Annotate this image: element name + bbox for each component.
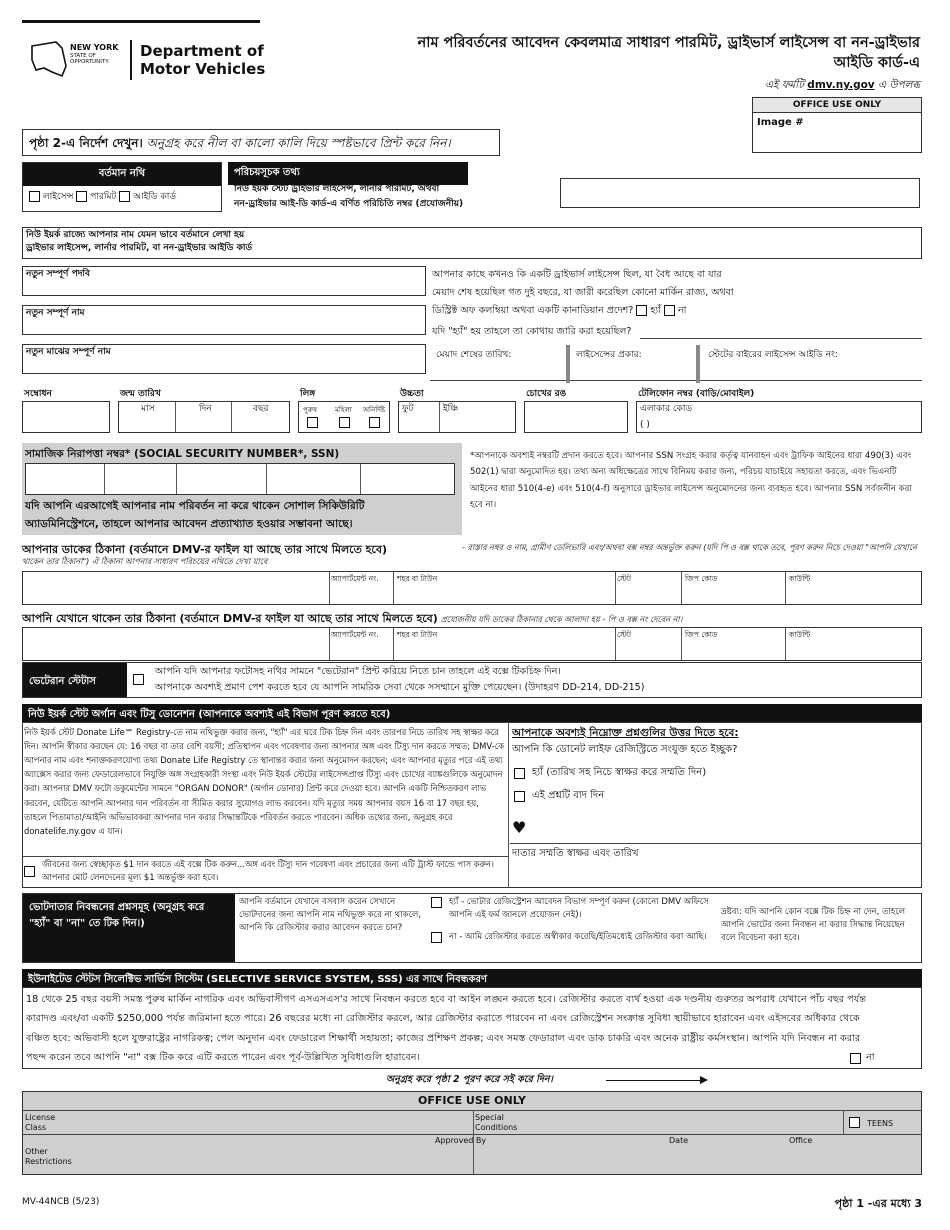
sex-male-checkbox[interactable] bbox=[307, 417, 318, 428]
instruction-italic: অনুগ্রহ করে নীল বা কালো কালি দিয়ে স্পষ্টভাবে প্রিন্ট করে নিন। bbox=[146, 136, 451, 150]
voter-question: আপনি বর্তমানে যেখানে বসবাস করেন সেখানে ভোটদানের জন্য আপনি নাম নথিভুক্ত করে না থাকলে, আপনি কি রেজিস্টার করার আবেদন করতে চান? bbox=[239, 897, 422, 934]
license-question-line4: যদি "হ্যাঁ" হয় তাহলে তা কোথায় জারি করা হয়েছিল? bbox=[432, 326, 632, 337]
page-number: পৃষ্ঠা 1 -এর মধ্যে 3 bbox=[834, 1197, 922, 1210]
ssn-input[interactable] bbox=[25, 463, 455, 495]
license-type-label: লাইসেন্সের প্রকার: bbox=[576, 350, 642, 360]
eye-color-input[interactable] bbox=[524, 401, 628, 433]
ssn-note: *আপনাকে অবশ্যই নম্বরটি প্রদান করতে হবে। আপনার SSN সংগ্রহ করার কর্তৃত্ব যানবাহন এবং ট্রাফিক আইনের ধারা 490(3) এবং 502(1) দ্বারা অনুমোদিত হয়। তথ্য অন্য অধিক্ষেত্রের সাথে বিনিময় করার জন্য, পরিচয় যাচাইয়ে সহায়তা করতে, এবং ভিএনটি আইনের ধারা 510(4-e) এবং 510(4-f) অনুসারে ড্রাইভার লাইসেন্স অনুমোদনের জন্য ব্যবহৃত হবে। আপনার SSN সর্বজনীন করা হবে না। bbox=[470, 451, 912, 510]
dmv-link[interactable]: dmv.ny.gov bbox=[807, 79, 875, 91]
license-question-line2: মেয়াদ শেষ হয়েছিল গত দুই বছরে, যা জারী করেছিল কোনো মার্কিন রাজ্য, অথবা bbox=[432, 287, 734, 298]
other-restrictions-label: Other Restrictions bbox=[25, 1147, 72, 1166]
logo-divider bbox=[130, 40, 132, 80]
license-yes-label: হ্যাঁ bbox=[650, 305, 661, 316]
mail-zip-label: জিপ কোড bbox=[685, 574, 718, 583]
donor-must-answer: আপনাকে অবশ্যই নিম্নোক্ত প্রশ্নগুলির উত্তর দিতে হবে: bbox=[512, 727, 739, 739]
office-use-top bbox=[752, 97, 922, 153]
id-card-option-label: আইডি কার্ড bbox=[133, 192, 176, 202]
donor-yes-checkbox[interactable] bbox=[514, 768, 525, 779]
sss-title: ইউনাইটেড স্টেটস সিলেক্টিভ সার্ভিস সিস্টেম (SELECTIVE SERVICE SYSTEM, SSS) এর সাথে নিবন্ধকরণ bbox=[22, 969, 922, 987]
form-availability bbox=[600, 78, 920, 95]
suffix-label: সম্বোধন bbox=[24, 389, 52, 399]
license-divider-2 bbox=[696, 345, 700, 383]
new-last-name-label: নতুন সম্পূর্ণ পদবি bbox=[26, 269, 90, 279]
voter-no-label: না - আমি রেজিস্টার করতে অস্বীকার করেছি/ইতিমধ্যেই রেজিস্টার করা আছি। bbox=[449, 932, 707, 942]
availability-suffix: এ উপলব্ধ bbox=[878, 79, 920, 91]
current-name-line2: ড্রাইভার লাইসেন্স, লার্নার পারমিট, বা নন-ড্রাইভার আইডি কার্ড bbox=[26, 243, 253, 254]
sex-male-label: পুরুষ bbox=[303, 406, 317, 414]
veteran-section bbox=[22, 662, 922, 698]
availability-prefix: এই ফর্মটি bbox=[764, 79, 804, 91]
new-last-name-input[interactable] bbox=[22, 266, 426, 296]
office-use-top-title: OFFICE USE ONLY bbox=[753, 98, 921, 113]
new-middle-name-label: নতুন মাঝের সম্পূর্ণ নাম bbox=[26, 347, 111, 357]
new-full-name-input[interactable] bbox=[22, 305, 426, 335]
voter-no-checkbox[interactable] bbox=[431, 932, 442, 943]
instruction-box bbox=[22, 129, 500, 156]
ssn-warning-1: যদি আপনি এরআগেই আপনার নাম পরিবর্তন না করে থাকেন সোশাল সিকিউরিটি bbox=[25, 500, 365, 512]
license-divider-1 bbox=[566, 345, 570, 383]
voter-note: দ্রষ্টব্য: যদি আপনি কোন বক্সে টিক চিহ্ন না দেন, তাহলে আপনি ভোটের জন্য নিবন্ধন না করার সিদ্ধান্ত নিয়েছেন বলে বিবেচনা করা হবে। bbox=[721, 907, 906, 944]
donor-fund-divider bbox=[22, 856, 508, 857]
office-use-bottom bbox=[22, 1091, 922, 1175]
res-county-label: কাউন্টি bbox=[789, 630, 811, 639]
permit-checkbox[interactable] bbox=[76, 191, 87, 202]
dob-day-label: দিন bbox=[199, 404, 212, 414]
instruction-bold: পৃষ্ঠা 2-এ নির্দেশ দেখুন। bbox=[29, 136, 143, 150]
license-question-line3 bbox=[432, 305, 686, 317]
form-number: MV-44NCB (5/23) bbox=[22, 1197, 100, 1207]
organ-donor-title: নিউ ইয়র্ক স্টেট অর্গান এবং টিসু ডোনেশন (আপনাকে অবশ্যই এই বিভাগ পূরণ করতে হবে) bbox=[22, 704, 922, 722]
sss-no-label: না bbox=[866, 1052, 875, 1063]
heart-icon: ♥ bbox=[512, 818, 527, 837]
continue-arrow bbox=[606, 1080, 702, 1081]
res-city-label: শহর বা টাউন bbox=[397, 630, 438, 639]
area-code-label: এলাকার কোড bbox=[640, 404, 693, 414]
donor-signature-line bbox=[510, 843, 922, 844]
continue-note: অনুগ্রহ করে পৃষ্ঠা 2 পূরণ করে সই করে দিন। bbox=[386, 1074, 553, 1085]
res-state-label: স্টেট bbox=[617, 630, 631, 639]
date-label: Date bbox=[669, 1136, 689, 1145]
image-number-label: Image # bbox=[757, 117, 804, 128]
sss-no-checkbox[interactable] bbox=[850, 1053, 861, 1064]
logo-text-2: STATE OF bbox=[70, 53, 96, 59]
office-label: Office bbox=[789, 1136, 813, 1145]
phone-label: টেলিফোন নম্বর (বাড়ি/মোবাইল) bbox=[638, 389, 755, 399]
veteran-line2: আপনাকে অবশ্যই প্রমাণ পেশ করতে হবে যে আপনি সামরিক সেবা থেকে সসম্মানে মুক্তি পেয়েছেন। (উদাহরণ DD-214, DD-215) bbox=[155, 682, 645, 693]
continue-arrowhead bbox=[700, 1076, 708, 1084]
permit-option-label: পারমিট bbox=[90, 192, 117, 202]
client-id-input[interactable] bbox=[560, 178, 920, 208]
identification-title: পরিচয়সূচক তথ্য bbox=[228, 162, 468, 185]
eye-color-label: চোখের রঙ bbox=[526, 389, 567, 399]
current-name-input[interactable] bbox=[22, 227, 922, 259]
current-document-title: বর্তমান নথি bbox=[23, 163, 221, 186]
life-fund-checkbox[interactable] bbox=[24, 866, 35, 877]
mailing-address-title: আপনার ডাকের ঠিকানা (বর্তমানে DMV-র ফাইল যা আছে তার সাথে মিলতে হবে) bbox=[22, 543, 388, 556]
residence-address-note: প্রযোজনীয় যদি ডাকের ঠিকানার থেকে আলাদা হয় - পি ও বক্স নং দেবেন না। bbox=[440, 615, 683, 624]
residence-address-title: আপনি যেখানে থাকেন তার ঠিকানা (বর্তমানে DMV-র ফাইল যা আছে তার সাথে মিলতে হবে) bbox=[22, 612, 438, 625]
mail-city-label: শহর বা টাউন bbox=[397, 574, 438, 583]
residence-address-input[interactable] bbox=[22, 627, 922, 661]
height-label: উচ্চতা bbox=[400, 389, 424, 399]
license-no-label: না bbox=[678, 305, 687, 316]
current-name-line1: নিউ ইয়র্ক রাজ্যে আপনার নাম যেমন ভাবে বর্তমানে লেখা হয় bbox=[26, 230, 245, 240]
id-card-checkbox[interactable] bbox=[119, 191, 130, 202]
voter-yes-checkbox[interactable] bbox=[431, 897, 442, 908]
sex-label: লিঙ্গ bbox=[300, 389, 316, 399]
current-document-box bbox=[22, 162, 222, 212]
height-input[interactable] bbox=[398, 401, 516, 433]
teens-checkbox[interactable] bbox=[849, 1117, 860, 1128]
form-title-line1: নাম পরিবর্তনের আবেদন কেবলমাত্র সাধারণ পারমিট, ড্রাইভার্স লাইসেন্স বা নন-ড্রাইভার bbox=[417, 35, 920, 51]
suffix-input[interactable] bbox=[22, 401, 110, 433]
current-doc-options bbox=[29, 191, 176, 203]
voter-section bbox=[22, 893, 922, 963]
sex-female-checkbox[interactable] bbox=[339, 417, 350, 428]
donor-question: আপনি কি ডোনেট লাইফ রেজিস্ট্রিতে সংযুক্ত হতে ইচ্ছুক? bbox=[512, 744, 738, 755]
area-code-parens: ( ) bbox=[640, 420, 650, 430]
issued-where-line bbox=[640, 338, 922, 339]
mail-apt-label: অ্যাপার্টমেন্ট নং. bbox=[331, 574, 379, 583]
dob-input[interactable] bbox=[118, 401, 290, 433]
mail-state-label: স্টেট bbox=[617, 574, 631, 583]
out-of-state-label: স্টেটের বাইরের লাইসেন্স আইডি নং: bbox=[708, 350, 838, 360]
header-rule bbox=[22, 20, 260, 23]
ssn-section bbox=[22, 443, 462, 535]
donor-yes-label: হ্যাঁ (তারিখ সহ নিচে স্বাক্ষর করে সম্মতি দিন) bbox=[532, 767, 707, 778]
license-option-label: লাইসেন্স bbox=[42, 192, 74, 202]
veteran-checkbox[interactable] bbox=[133, 674, 144, 685]
new-full-name-label: নতুন সম্পূর্ণ নাম bbox=[26, 308, 85, 318]
phone-input[interactable] bbox=[636, 401, 922, 433]
donor-skip-checkbox[interactable] bbox=[514, 791, 525, 802]
sex-unspecified-checkbox[interactable] bbox=[369, 417, 380, 428]
mail-county-label: কাউন্টি bbox=[789, 574, 811, 583]
mailing-address-note: - রাস্তার নম্বর ও নাম, গ্রামীণ ডেলিভারি এবং/অথবা বক্স নম্বর অন্তর্ভুক্ত করুন (যদি পি ও বক্স থাকে তবে, পূরণ করুন নিচে দেওয়া "আপনি যেখানে থাকেন তার ঠিকানা") ঐ ঠিকানা আপনার সাধারণ পরিচয়ের নথিতে দেখা যাবে bbox=[22, 543, 917, 566]
license-no-checkbox[interactable] bbox=[664, 305, 675, 316]
license-question-line3-text: ডিস্ট্রিক্ট অফ কলম্বিয়া অথবা একটি কানাডিয়ান প্রদেশ? bbox=[432, 305, 634, 316]
license-checkbox[interactable] bbox=[29, 191, 40, 202]
license-details-line bbox=[430, 380, 922, 381]
identification-line2: নন-ড্রাইভার আই-ডি কার্ড-এ বর্ণিত পরিচিতি নম্বর (প্রযোজনীয়) bbox=[234, 199, 464, 209]
res-zip-label: জিপ কোড bbox=[685, 630, 718, 639]
height-in-label: ইঞ্চি bbox=[443, 404, 459, 414]
dob-label: জন্ম তারিখ bbox=[120, 389, 161, 399]
mailing-address-input[interactable] bbox=[22, 571, 922, 605]
license-class-label: License Class bbox=[25, 1113, 56, 1132]
special-conditions-label: Special Conditions bbox=[475, 1113, 518, 1132]
sex-female-label: মহিলা bbox=[335, 406, 352, 414]
donor-signature-label: দাতার সম্মতি স্বাক্ষর এবং তারিখ bbox=[512, 848, 639, 859]
approved-by-label: Approved By bbox=[435, 1136, 487, 1145]
ssn-title: সামাজিক নিরাপত্তা নম্বর* (SOCIAL SECURITY NUMBER*, SSN) bbox=[25, 448, 340, 460]
agency-name: Department of Motor Vehicles bbox=[140, 42, 266, 78]
form-title-line2: আইডি কার্ড-এ bbox=[833, 55, 920, 71]
veteran-title: ভেটেরান স্টেটাস bbox=[23, 663, 127, 697]
nys-logo bbox=[28, 38, 128, 82]
voter-title: ভোটদাতার নিবন্ধনের প্রশ্নসমূহ (অনুগ্রহ করে "হ্যাঁ" বা "না" তে টিক দিন।) bbox=[23, 894, 235, 962]
teens-label: TEENS bbox=[867, 1119, 894, 1128]
res-apt-label: অ্যাপার্টমেন্ট নং. bbox=[331, 630, 379, 639]
expiry-label: মেয়াদ শেষের তারিখ: bbox=[436, 350, 512, 360]
license-yes-checkbox[interactable] bbox=[636, 305, 647, 316]
dob-year-label: বছর bbox=[253, 404, 269, 414]
office-use-bottom-title: OFFICE USE ONLY bbox=[418, 1094, 526, 1107]
residence-address-heading bbox=[22, 612, 682, 626]
life-fund-text: জীবনের জন্য স্বেচ্ছাকৃত $1 দান করতে এই বক্সে টিক করুন...অঙ্গ এবং টিস্যু দান গবেষণা এবং প্রচারের জন্য এটি ট্রাস্ট ফান্ডে পাস করুন। আপনার মোট লেনদেনের মূল্য $1 অন্তর্ভুক্ত করা হবে। bbox=[42, 859, 494, 883]
new-middle-name-input[interactable] bbox=[22, 344, 426, 374]
logo-text-3: OPPORTUNITY. bbox=[70, 59, 110, 65]
organ-donor-body: নিউ ইয়র্ক স্টেট Donate Life℠ Registry-তে নাম নথিভুক্ত করার জন্য, "হ্যাঁ" এর ঘরে টিক চিহ্ন দিন এবং তারপর নিচে তারিখ সহ স্বাক্ষর করে দিন। আপনি স্বীকার করছেন যে: 16 বছর বা তার বেশি বয়সী; প্রতিস্থাপন এবং গবেষণার জন্য আপনার অঙ্গ এবং টিস্যু দান করতে সম্মত; DMV-কে আপনার নাম এবং শনাক্তকরণযোগ্য তথ্য Donate Life Registry তে স্থানান্তর করার জন্য অনুমোদন করছেন; এবং আপনার মৃত্যুর পরে এই তথ্য অ্যাক্সেস করার জন্য ফেডারেলভাবে নিযুক্তি অঙ্গ সংগ্রহকারী সংস্থা এবং নিউ ইয়র্ক স্টেটের লাইসেন্সপ্রাপ্ত টিস্যু এবং চোখের ব্যাঙ্কগুলিকে অনুমোদন করা। আপনার DMV ফটো ডকুমেন্টের সামনে "ORGAN DONOR" (অর্গান ডোনার) প্রিন্ট করে দেওয়া হবে। আপনি একটি নিশ্চিতকরণ লাভ করবেন, যেটিতে আপনি আপনার দান পরিবর্তন বা সীমিত করার সুযোগও লাভ করবেন। যদি মৃত্যুর সময় আপনার বয়স 16 বা 17 বছর হয়, তাহলে পিতামাতা/আইনি অভিভাবকরা আপনার দান করার সিদ্ধান্তটিকে পরিবর্তন করতে পারবেন। অধিক তথ্যের জন্য, অনুগ্রহ করে donatelife.ny.gov এ যান। bbox=[24, 727, 504, 836]
donor-col-divider bbox=[508, 722, 509, 888]
sex-unspecified-label: অনির্দিষ্ট bbox=[363, 406, 386, 414]
logo-text-1: NEW YORK bbox=[70, 43, 119, 52]
voter-yes-label: হ্যাঁ - ভোটার রেজিস্ট্রেশন আবেদন বিভাগ সম্পূর্ণ করুন (কোনো DMV অফিসে আপনি এই ফর্ম জানলে প্রয়োজন নেই)। bbox=[449, 897, 709, 921]
identification-line1: নিউ ইয়র্ক স্টেট ড্রাইভার লাইসেন্স, লার্নার পারমিট, অথবা bbox=[234, 184, 440, 194]
veteran-line1: আপনি যদি আপনার ফটোসহ নথির সামনে "ভেটেরান" প্রিন্ট করিয়ে নিতে চান তাহলে এই বক্সে টিকচিহ্ন দিন। bbox=[155, 666, 561, 677]
license-question-line1: আপনার কাছে কখনও কি একটি ড্রাইভার্স লাইসেন্স ছিল, যা বৈধ আছে বা যার bbox=[432, 269, 722, 280]
sss-body: 18 থেকে 25 বছর বয়সী সমস্ত পুরুষ মার্কিন নাগরিক এবং অভিবাসীগণ এসএসএস'র সাথে নিবন্ধন করতে হবে বা আইন লঙ্ঘন করতে হবে। রেজিস্টার করতে ব্যর্থ হওয়া এক দণ্ডনীয় গুরুতর অপরাধ যেখানে পাঁচ বছর পর্যন্ত কারাদণ্ড এবং/বা একটি $250,000 পর্যন্ত জরিমানা হতে পারে। 26 বছরের মধ্যে না রেজিস্টার করলে, আর রেজিস্টার করাতে পারবেন না এবং রেজিস্ট্রেশন সংক্রান্ত সুবিধা স্থায়ীভাবে হারাবেন এবং এইসবের অধিকার থেকে বঞ্চিত হবে: অভিবাসী হলে যুক্তরাষ্ট্রের নাগরিকত্ব; পেল অনুদান এবং ফেডারেল শিক্ষার্থী সহায়তা; কাজের প্রশিক্ষণ প্রকল্প; এবং সমস্ত ফেডারাল এবং ডাক চাকরি এবং অনেক রাষ্ট্রীয় কর্মসংস্থান। আপনি যদি নিবন্ধন না করার পছন্দ করেন তবে আপনি "না" বক্স টিক করে এটি করতে পারেন এবং পূর্ব-উল্লিখিত সুবিধাগুলি হারাবেন। bbox=[26, 994, 867, 1064]
donor-skip-label: এই প্রশ্নটি বাদ দিন bbox=[532, 790, 605, 801]
height-ft-label: ফুট bbox=[402, 404, 414, 414]
ssn-warning-2: অ্যাডমিনিস্ট্রেশনে, তাহলে আপনার আবেদন প্রত্যাখ্যাত হওয়ার সম্ভাবনা আছে। bbox=[25, 518, 353, 530]
dob-month-label: মাস bbox=[141, 404, 155, 414]
sex-input bbox=[298, 401, 390, 433]
